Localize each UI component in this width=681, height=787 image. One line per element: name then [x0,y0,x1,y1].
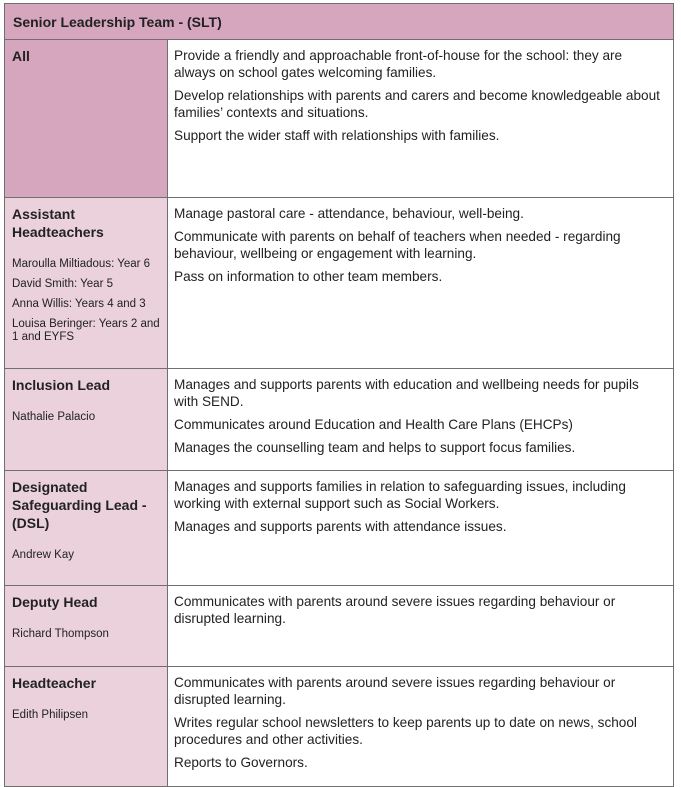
duties-cell [168,586,674,667]
role-cell [5,369,168,471]
role-cell [5,586,168,667]
person-name: Nathalie Palacio [12,411,96,423]
duty-text: Provide a friendly and approachable front-of-house for the school: they are always on school gates welcoming families. [174,48,623,80]
duty-text: Reports to Governors. [174,755,308,770]
duty-text: Manage pastoral care - attendance, behaviour, well-being. [174,206,524,221]
duties-cell [168,40,674,198]
duty-text: Manages and supports parents with attendance issues. [174,519,507,534]
role-title: Headteacher [12,675,97,691]
role-cell [5,471,168,586]
table-row [5,471,674,586]
duties-cell [168,198,674,369]
duty-text: Develop relationships with parents and carers and become knowledgeable about families’ contexts and situations. [174,88,660,120]
person-name: Richard Thompson [12,628,109,640]
role-cell [5,40,168,198]
people-list [12,258,161,344]
people-list [12,411,161,424]
person-name: Edith Philipsen [12,709,89,721]
person-name: Andrew Kay [12,549,75,561]
person-name: Louisa Beringer: Years 2 and 1 and EYFS [12,318,160,343]
table-row [5,198,674,369]
duty-text: Manages and supports parents with education and wellbeing needs for pupils with SEND. [174,377,639,409]
duty-text: Manages the counselling team and helps to support focus families. [174,440,576,455]
duty-text: Pass on information to other team members. [174,269,443,284]
person-name: Maroulla Miltiadous: Year 6 [12,258,151,270]
duty-text: Writes regular school newsletters to keep parents up to date on news, school procedures and other activities. [174,715,637,747]
people-list [12,628,161,641]
table-header-row [5,4,674,40]
people-list [12,549,161,562]
duties-cell [168,369,674,471]
duties-cell [168,667,674,787]
duty-text: Communicates around Education and Health Care Plans (EHCPs) [174,417,573,432]
table-row [5,369,674,471]
table-title: Senior Leadership Team - (SLT) [5,4,674,40]
duties-cell [168,471,674,586]
slt-table [4,3,674,787]
table-row [5,586,674,667]
duty-text: Communicates with parents around severe issues regarding behaviour or disrupted learning. [174,594,616,626]
role-title: All [12,48,30,64]
duty-text: Manages and supports families in relation to safeguarding issues, including working with external support such as Social Workers. [174,479,626,511]
person-name: David Smith: Year 5 [12,278,114,290]
role-cell [5,667,168,787]
table-row [5,40,674,198]
duty-text: Support the wider staff with relationships with families. [174,128,500,143]
role-title: Assistant Headteachers [12,206,104,240]
people-list [12,709,161,722]
duty-text: Communicate with parents on behalf of teachers when needed - regarding behaviour, wellbeing or engagement with learning. [174,229,621,261]
person-name: Anna Willis: Years 4 and 3 [12,298,146,310]
table-row [5,667,674,787]
role-title: Designated Safeguarding Lead - (DSL) [12,479,147,531]
role-title: Inclusion Lead [12,377,111,393]
role-cell [5,198,168,369]
role-title: Deputy Head [12,594,98,610]
duty-text: Communicates with parents around severe issues regarding behaviour or disrupted learning. [174,675,616,707]
